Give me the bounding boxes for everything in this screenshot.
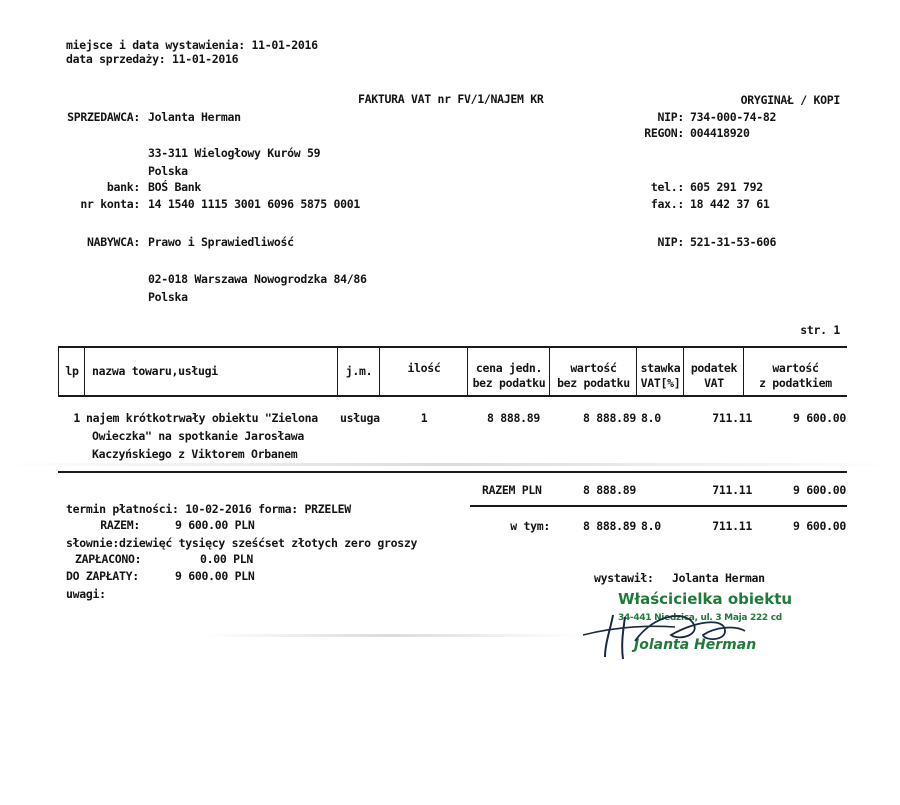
header-unit: j.m. — [345, 364, 373, 378]
breakdown-tax: 711.11 — [712, 519, 752, 533]
issue-place-date — [66, 38, 318, 52]
regon-label: REGON: — [644, 126, 684, 140]
payment-term-value: 10-02-2016 — [185, 502, 252, 516]
sale-date-label: data sprzedaży: — [66, 52, 166, 66]
buyer-country: Polska — [148, 290, 188, 304]
header-rate-2: VAT[%] — [640, 376, 681, 390]
payment-total-value: 9 600.00 PLN — [175, 518, 255, 532]
payment-total-label: RAZEM: — [100, 518, 140, 532]
row-qty: 1 — [420, 411, 428, 425]
buyer-address: 02-018 Warszawa Nowogrodzka 84/86 — [148, 272, 367, 286]
header-qty: ilość — [407, 361, 441, 375]
row-price: 8 888.89 — [487, 411, 540, 425]
row-name-line: Owieczka" na spotkanie Jarosława — [92, 429, 304, 443]
header-price-2: bez podatku — [472, 376, 546, 390]
header-rate-1: stawka — [640, 361, 681, 375]
totals-divider — [470, 505, 847, 507]
paid-label: ZAPŁACONO: — [75, 552, 142, 566]
issue-date-label: miejsce i data wystawienia: — [66, 38, 245, 52]
bank-label: bank: — [106, 180, 140, 194]
row-rate: 8.0 — [641, 411, 661, 425]
total-label: RAZEM PLN — [482, 483, 542, 497]
issuer-label: wystawił: — [594, 571, 654, 585]
payment-form-value: PRZELEW — [304, 502, 351, 516]
issue-date-value: 11-01-2016 — [251, 38, 318, 52]
stamp-address: 34-441 Niedzica, ul. 3 Maja 222 cd — [618, 613, 782, 623]
seller-country: Polska — [148, 164, 188, 178]
paid-value: 0.00 PLN — [200, 552, 253, 566]
payment-term — [66, 502, 351, 516]
total-gross: 9 600.00 — [793, 483, 846, 497]
account-label: nr konta: — [80, 197, 140, 211]
due-label: DO ZAPŁATY: — [66, 569, 139, 583]
header-lp: lp — [65, 364, 79, 378]
issuer-name: Jolanta Herman — [672, 571, 765, 585]
total-net: 8 888.89 — [583, 483, 636, 497]
header-net-2: bez podatku — [557, 376, 630, 390]
amount-in-words-value: dziewięć tysięcy sześćset złotych zero groszy — [119, 536, 418, 550]
sale-date — [66, 52, 238, 66]
bank-name: BOŚ Bank — [148, 180, 201, 194]
header-name: nazwa towaru,usługi — [92, 364, 218, 378]
buyer-nip-label: NIP: — [657, 235, 684, 249]
page-number: str. 1 — [800, 323, 840, 337]
tel-value: 605 291 792 — [690, 180, 763, 194]
header-tax-1: podatek — [690, 361, 738, 375]
stamp-title: Właścicielka obiektu — [618, 590, 793, 608]
amount-in-words — [66, 536, 417, 550]
row-gross: 9 600.00 — [793, 411, 846, 425]
fax-label: fax.: — [650, 197, 684, 211]
breakdown-rate: 8.0 — [641, 519, 661, 533]
header-gross-1: wartość — [772, 361, 819, 375]
regon-value: 004418920 — [690, 126, 750, 140]
row-lp: 1 — [73, 411, 80, 425]
table-bottom-border — [58, 471, 847, 473]
seller-name: Jolanta Herman — [148, 110, 241, 124]
account-number: 14 1540 1115 3001 6096 5875 0001 — [148, 197, 360, 211]
seller-nip-label: NIP: — [657, 110, 684, 124]
invoice-title: FAKTURA VAT nr FV/1/NAJEM KR — [358, 92, 544, 106]
row-net: 8 888.89 — [583, 411, 636, 425]
row-name-line: najem krótkotrwały obiektu "Zielona — [86, 411, 318, 425]
signature-mark — [575, 605, 775, 665]
tel-label: tel.: — [650, 180, 684, 194]
row-unit: usługa — [340, 411, 380, 425]
scan-artifact — [0, 463, 900, 466]
breakdown-gross: 9 600.00 — [793, 519, 846, 533]
payment-form-label: forma: — [258, 502, 298, 516]
fax-value: 18 442 37 61 — [690, 197, 770, 211]
row-tax: 711.11 — [712, 411, 752, 425]
sale-date-value: 11-01-2016 — [171, 52, 239, 66]
seller-address: 33-311 Wielogłowy Kurów 59 — [148, 146, 321, 160]
row-name-line: Kaczyńskiego z Viktorem Orbanem — [92, 447, 298, 461]
breakdown-label: w tym: — [510, 519, 550, 533]
header-gross-2: z podatkiem — [759, 376, 832, 390]
notes-label: uwagi: — [66, 587, 106, 601]
scan-artifact — [200, 634, 580, 637]
copy-type: ORYGINAŁ / KOPI — [740, 93, 840, 107]
seller-label: SPRZEDAWCA: — [67, 110, 140, 124]
seller-nip: 734-000-74-82 — [690, 110, 777, 124]
buyer-label: NABYWCA: — [87, 235, 140, 249]
header-tax-2: VAT — [704, 376, 724, 390]
due-value: 9 600.00 PLN — [175, 569, 255, 583]
buyer-name: Prawo i Sprawiedliwość — [148, 235, 294, 249]
total-tax: 711.11 — [712, 483, 752, 497]
buyer-nip: 521-31-53-606 — [690, 235, 777, 249]
stamp-name: Jolanta Herman — [634, 637, 757, 653]
header-net-1: wartość — [570, 361, 617, 375]
amount-in-words-label: słownie: — [66, 536, 119, 550]
table-header-border — [58, 395, 847, 397]
breakdown-net: 8 888.89 — [583, 519, 636, 533]
header-price-1: cena jedn. — [475, 361, 543, 375]
table-top-border — [58, 346, 847, 348]
payment-term-label: termin płatności: — [66, 502, 179, 516]
